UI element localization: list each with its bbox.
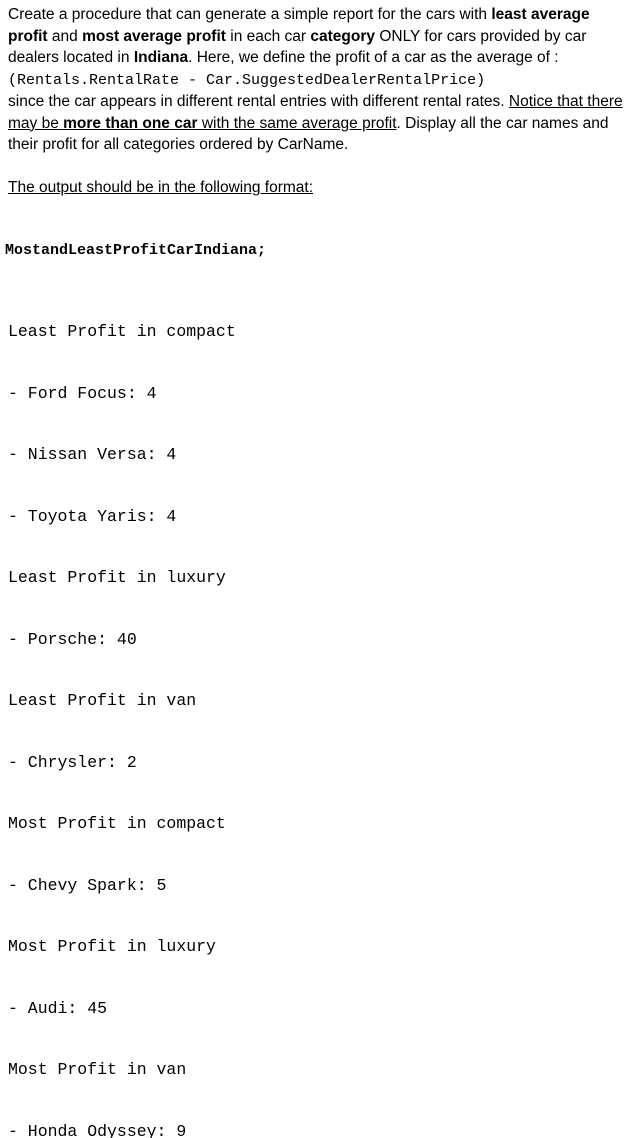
notice-underlined-2: with the same average profit <box>198 115 397 132</box>
sample-output-block <box>8 281 236 1138</box>
intro-paragraph <box>8 4 630 156</box>
output-line: Least Profit in luxury <box>8 568 236 589</box>
intro-text-5: . Here, we define the profit of a car as the average of : <box>188 49 559 66</box>
intro-text-2: and <box>48 28 82 45</box>
intro-text-6: since the car appears in different rental entries with different rental rates. <box>8 93 509 110</box>
output-line: - Chevy Spark: 5 <box>8 876 236 897</box>
output-line: Most Profit in compact <box>8 814 236 835</box>
output-line: - Honda Odyssey: 9 <box>8 1122 236 1138</box>
intro-bold-most-average-profit: most average profit <box>82 28 226 45</box>
intro-text-1: Create a procedure that can generate a simple report for the cars with <box>8 6 491 23</box>
notice-underlined-1: Notice that there may be <box>8 93 623 132</box>
output-line: Most Profit in van <box>8 1060 236 1081</box>
output-line: Least Profit in compact <box>8 322 236 343</box>
output-line: - Chrysler: 2 <box>8 753 236 774</box>
intro-text-3: in each car <box>226 28 310 45</box>
intro-bold-least-average-profit: least average profit <box>8 6 590 45</box>
output-format-heading: The output should be in the following format: <box>8 177 630 199</box>
intro-text-7: . Display all the car names and their profit for all categories ordered by CarName. <box>8 115 608 154</box>
intro-bold-category: category <box>310 28 375 45</box>
output-line: - Ford Focus: 4 <box>8 384 236 405</box>
output-line: - Nissan Versa: 4 <box>8 445 236 466</box>
notice-underlined-bold: more than one car <box>63 115 197 132</box>
output-line: Most Profit in luxury <box>8 937 236 958</box>
intro-text-4: ONLY for cars provided by car dealers located in <box>8 28 586 67</box>
profit-formula: (Rentals.RentalRate - Car.SuggestedDealerRentalPrice) <box>8 72 485 89</box>
output-line: - Toyota Yaris: 4 <box>8 507 236 528</box>
output-line: - Audi: 45 <box>8 999 236 1020</box>
intro-bold-indiana: Indiana <box>134 49 188 66</box>
output-line: Least Profit in van <box>8 691 236 712</box>
procedure-name: MostandLeastProfitCarIndiana; <box>5 241 266 261</box>
output-line: - Porsche: 40 <box>8 630 236 651</box>
